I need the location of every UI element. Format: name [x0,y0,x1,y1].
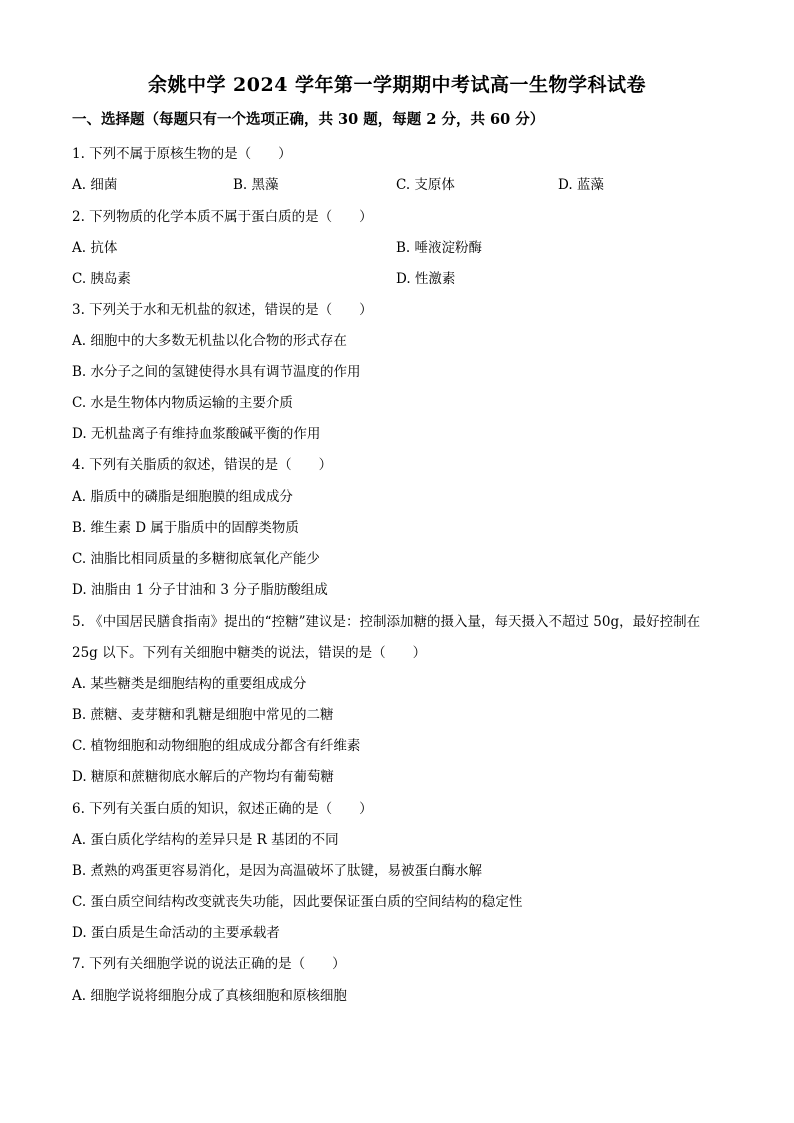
q5-option-d: D. 糖原和蔗糖彻底水解后的产物均有葡萄糖 [72,769,334,785]
q2-option-c: C. 胰岛素 [72,271,131,287]
q2-stem: 2. 下列物质的化学本质不属于蛋白质的是（ ） [72,209,373,225]
q3-option-c: C. 水是生物体内物质运输的主要介质 [72,395,293,411]
q5-option-b: B. 蔗糖、麦芽糖和乳糖是细胞中常见的二糖 [72,707,334,723]
q3-option-a: A. 细胞中的大多数无机盐以化合物的形式存在 [72,333,347,349]
q4-stem: 4. 下列有关脂质的叙述，错误的是（ ） [72,457,333,473]
page-title: 余姚中学 2024 学年第一学期期中考试高一生物学科试卷 [147,74,647,96]
q4-option-d: D. 油脂由 1 分子甘油和 3 分子脂肪酸组成 [72,582,328,598]
q6-option-b: B. 煮熟的鸡蛋更容易消化，是因为高温破坏了肽键，易被蛋白酶水解 [72,863,483,879]
q4-option-b: B. 维生素 D 属于脂质中的固醇类物质 [72,520,299,536]
q6-stem: 6. 下列有关蛋白质的知识，叙述正确的是（ ） [72,801,373,817]
q5-stem-line2: 25g 以下。下列有关细胞中糖类的说法，错误的是（ ） [72,645,427,661]
q1-option-c: C. 支原体 [396,177,455,193]
q5-option-c: C. 植物细胞和动物细胞的组成成分都含有纤维素 [72,738,361,754]
q2-option-a: A. 抗体 [72,240,118,256]
q2-option-b: B. 唾液淀粉酶 [396,240,483,256]
q4-option-a: A. 脂质中的磷脂是细胞膜的组成成分 [72,489,293,505]
q1-option-a: A. 细菌 [72,177,118,193]
q6-option-c: C. 蛋白质空间结构改变就丧失功能，因此要保证蛋白质的空间结构的稳定性 [72,894,523,910]
q7-option-a: A. 细胞学说将细胞分成了真核细胞和原核细胞 [72,988,347,1004]
q5-option-a: A. 某些糖类是细胞结构的重要组成成分 [72,676,307,692]
q6-option-a: A. 蛋白质化学结构的差异只是 R 基团的不同 [72,832,339,848]
q5-stem-line1: 5. 《中国居民膳食指南》提出的“控糖”建议是：控制添加糖的摄入量，每天摄入不超过 50g，最好控制在 [72,614,701,630]
q2-option-d: D. 性激素 [396,271,456,287]
q7-stem: 7. 下列有关细胞学说的说法正确的是（ ） [72,956,346,972]
q4-option-c: C. 油脂比相同质量的多糖彻底氧化产能少 [72,551,320,567]
section-heading: 一、选择题（每题只有一个选项正确，共 30 题，每题 2 分，共 60 分） [72,111,545,128]
q1-stem: 1. 下列不属于原核生物的是（ ） [72,146,292,162]
q3-option-d: D. 无机盐离子有维持血浆酸碱平衡的作用 [72,426,321,442]
q6-option-d: D. 蛋白质是生命活动的主要承载者 [72,925,280,941]
q3-option-b: B. 水分子之间的氢键使得水具有调节温度的作用 [72,364,361,380]
q1-option-d: D. 蓝藻 [558,177,604,193]
q1-option-b: B. 黑藻 [233,177,279,193]
q3-stem: 3. 下列关于水和无机盐的叙述，错误的是（ ） [72,302,373,318]
